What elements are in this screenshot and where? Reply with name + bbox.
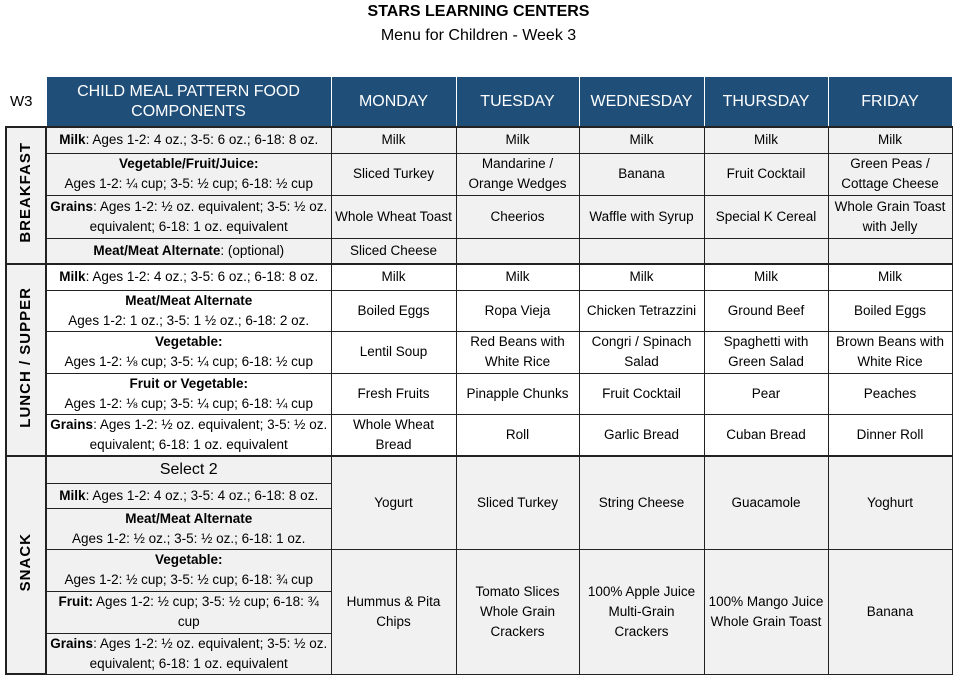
component-name: Vegetable: bbox=[154, 552, 223, 567]
menu-item-friday: Whole Grain Toast with Jelly bbox=[828, 195, 952, 238]
header-row bbox=[6, 77, 952, 128]
menu-item-tuesday: Red Beans with White Rice bbox=[456, 331, 579, 373]
component-cell bbox=[46, 483, 331, 508]
lunch-row bbox=[6, 264, 952, 290]
header-thursday: THURSDAY bbox=[704, 77, 828, 128]
menu-item-monday: Sliced Turkey bbox=[331, 153, 456, 195]
menu-item-monday: Fresh Fruits bbox=[331, 373, 456, 414]
menu-item-tuesday: Cheerios bbox=[456, 195, 579, 238]
menu-item-monday: Lentil Soup bbox=[331, 331, 456, 373]
component-detail: Ages 1-2: ⅛ cup; 3-5: ¼ cup; 6-18: ½ cup bbox=[64, 354, 313, 369]
component-cell bbox=[46, 549, 331, 591]
snack-section-label bbox=[6, 456, 46, 674]
component-cell bbox=[46, 290, 331, 331]
menu-item-tuesday: Ropa Vieja bbox=[456, 290, 579, 331]
component-name: Grains bbox=[50, 198, 94, 214]
component-detail: : Ages 1-2: ½ oz. equivalent; 3-5: ½ oz. equivalent; 6-18: 1 oz. equivalent bbox=[89, 635, 328, 671]
header-wednesday: WEDNESDAY bbox=[579, 77, 704, 128]
menu-item-friday: Milk bbox=[828, 127, 952, 153]
menu-item-tuesday bbox=[456, 238, 579, 264]
component-name: Vegetable: bbox=[154, 334, 223, 349]
menu-item-monday: Milk bbox=[331, 264, 456, 290]
component-name: Vegetable/Fruit/Juice: bbox=[118, 156, 259, 171]
header-monday: MONDAY bbox=[331, 77, 456, 128]
component-detail: : Ages 1-2: 4 oz.; 3-5: 6 oz.; 6-18: 8 oz. bbox=[85, 132, 319, 148]
component-detail: : (optional) bbox=[220, 242, 285, 258]
lunch-row bbox=[6, 414, 952, 456]
header-components: CHILD MEAL PATTERN FOOD COMPONENTS bbox=[46, 77, 331, 128]
menu-item-friday: Brown Beans with White Rice bbox=[828, 331, 952, 373]
snack-item-a-thursday: Guacamole bbox=[704, 456, 828, 549]
section-label-text: BREAKFAST bbox=[17, 142, 34, 243]
lunch-section-label bbox=[6, 264, 46, 456]
menu-item-friday: Dinner Roll bbox=[828, 414, 952, 456]
component-detail: Ages 1-2: ⅛ cup; 3-5: ¼ cup; 6-18: ¼ cup bbox=[64, 395, 313, 411]
component-detail: : Ages 1-2: 4 oz.; 3-5: 6 oz.; 6-18: 8 oz. bbox=[85, 269, 319, 285]
component-name: Fruit: bbox=[58, 594, 94, 609]
snack-item-a-friday: Yoghurt bbox=[828, 456, 952, 549]
menu-item-monday: Boiled Eggs bbox=[331, 290, 456, 331]
section-label-text: LUNCH / SUPPER bbox=[17, 286, 34, 428]
breakfast-row bbox=[6, 153, 952, 195]
component-detail: Ages 1-2: ½ oz.; 3-5: ½ oz.; 6-18: 1 oz. bbox=[72, 530, 306, 546]
component-detail: Ages 1-2: ¼ cup; 3-5: ½ cup; 6-18: ½ cup bbox=[64, 176, 313, 191]
component-cell bbox=[46, 331, 331, 373]
snack-item-a-tuesday: Sliced Turkey bbox=[456, 456, 579, 549]
component-cell bbox=[46, 238, 331, 264]
menu-item-wednesday bbox=[579, 238, 704, 264]
menu-item-friday: Boiled Eggs bbox=[828, 290, 952, 331]
menu-table bbox=[5, 76, 953, 675]
component-name: Milk bbox=[59, 132, 86, 148]
component-cell bbox=[46, 127, 331, 153]
menu-item-thursday bbox=[704, 238, 828, 264]
component-name: Milk bbox=[59, 269, 86, 285]
component-cell bbox=[46, 414, 331, 456]
snack-row bbox=[6, 456, 952, 483]
snack-item-a-wednesday: String Cheese bbox=[579, 456, 704, 549]
menu-item-thursday: Pear bbox=[704, 373, 828, 414]
component-name: Grains bbox=[50, 416, 94, 432]
snack-item-b-wednesday: 100% Apple Juice Multi-Grain Crackers bbox=[579, 549, 704, 674]
menu-item-thursday: Ground Beef bbox=[704, 290, 828, 331]
menu-item-friday: Milk bbox=[828, 264, 952, 290]
component-cell bbox=[46, 373, 331, 414]
breakfast-row bbox=[6, 195, 952, 238]
menu-item-wednesday: Garlic Bread bbox=[579, 414, 704, 456]
menu-item-wednesday: Chicken Tetrazzini bbox=[579, 290, 704, 331]
header-friday: FRIDAY bbox=[828, 77, 952, 128]
menu-item-wednesday: Congri / Spinach Salad bbox=[579, 331, 704, 373]
menu-item-wednesday: Milk bbox=[579, 127, 704, 153]
menu-item-friday: Peaches bbox=[828, 373, 952, 414]
snack-item-b-tuesday: Tomato Slices Whole Grain Crackers bbox=[456, 549, 579, 674]
component-cell bbox=[46, 195, 331, 238]
menu-item-monday: Whole Wheat Toast bbox=[331, 195, 456, 238]
snack-row bbox=[6, 549, 952, 591]
breakfast-row bbox=[6, 127, 952, 153]
component-cell bbox=[46, 264, 331, 290]
menu-item-wednesday: Fruit Cocktail bbox=[579, 373, 704, 414]
component-detail: : Ages 1-2: ½ oz. equivalent; 3-5: ½ oz. equivalent; 6-18: 1 oz. equivalent bbox=[89, 416, 328, 452]
menu-item-monday: Whole Wheat Bread bbox=[331, 414, 456, 456]
menu-item-wednesday: Waffle with Syrup bbox=[579, 195, 704, 238]
menu-item-thursday: Cuban Bread bbox=[704, 414, 828, 456]
component-name: Meat/Meat Alternate bbox=[125, 292, 253, 308]
component-name: Milk bbox=[59, 487, 86, 503]
menu-item-thursday: Milk bbox=[704, 127, 828, 153]
snack-item-b-monday: Hummus & Pita Chips bbox=[331, 549, 456, 674]
page-subtitle: Menu for Children - Week 3 bbox=[380, 27, 577, 44]
page-title: STARS LEARNING CENTERS bbox=[367, 3, 590, 20]
header-tuesday: TUESDAY bbox=[456, 77, 579, 128]
snack-item-b-thursday: 100% Mango Juice Whole Grain Toast bbox=[704, 549, 828, 674]
menu-item-monday: Sliced Cheese bbox=[331, 238, 456, 264]
lunch-row bbox=[6, 290, 952, 331]
component-detail: Ages 1-2: 1 oz.; 3-5: 1 ½ oz.; 6-18: 2 oz. bbox=[68, 312, 310, 328]
menu-item-tuesday: Milk bbox=[456, 127, 579, 153]
component-cell bbox=[46, 633, 331, 674]
component-detail: Ages 1-2: ½ cup; 3-5: ½ cup; 6-18: ¾ cup bbox=[93, 594, 319, 629]
section-label-text: SNACK bbox=[17, 532, 34, 592]
menu-item-friday bbox=[828, 238, 952, 264]
component-cell bbox=[46, 508, 331, 549]
component-cell bbox=[46, 591, 331, 633]
component-detail: : Ages 1-2: 4 oz.; 3-5: 4 oz.; 6-18: 8 oz. bbox=[85, 487, 319, 503]
menu-item-wednesday: Milk bbox=[579, 264, 704, 290]
menu-item-thursday: Spaghetti with Green Salad bbox=[704, 331, 828, 373]
component-name: Meat/Meat Alternate bbox=[125, 510, 253, 526]
week-label: W3 bbox=[10, 93, 33, 110]
breakfast-section-label bbox=[6, 127, 46, 264]
menu-item-tuesday: Roll bbox=[456, 414, 579, 456]
menu-item-tuesday: Milk bbox=[456, 264, 579, 290]
component-name: Grains bbox=[50, 635, 94, 651]
component-detail: : Ages 1-2: ½ oz. equivalent; 3-5: ½ oz. equivalent; 6-18: 1 oz. equivalent bbox=[89, 198, 328, 234]
menu-item-friday: Green Peas / Cottage Cheese bbox=[828, 153, 952, 195]
menu-item-thursday: Milk bbox=[704, 264, 828, 290]
menu-item-wednesday: Banana bbox=[579, 153, 704, 195]
component-cell bbox=[46, 153, 331, 195]
snack-item-a-monday: Yogurt bbox=[331, 456, 456, 549]
component-name: Meat/Meat Alternate bbox=[93, 242, 221, 258]
breakfast-row bbox=[6, 238, 952, 264]
menu-item-thursday: Fruit Cocktail bbox=[704, 153, 828, 195]
lunch-row bbox=[6, 331, 952, 373]
menu-item-thursday: Special K Cereal bbox=[704, 195, 828, 238]
component-detail: Ages 1-2: ½ cup; 3-5: ½ cup; 6-18: ¾ cup bbox=[64, 572, 313, 587]
snack-item-b-friday: Banana bbox=[828, 549, 952, 674]
menu-item-monday: Milk bbox=[331, 127, 456, 153]
select-2-label: Select 2 bbox=[46, 456, 331, 483]
menu-item-tuesday: Mandarine / Orange Wedges bbox=[456, 153, 579, 195]
lunch-row bbox=[6, 373, 952, 414]
component-name: Fruit or Vegetable: bbox=[129, 375, 249, 391]
menu-item-tuesday: Pinapple Chunks bbox=[456, 373, 579, 414]
